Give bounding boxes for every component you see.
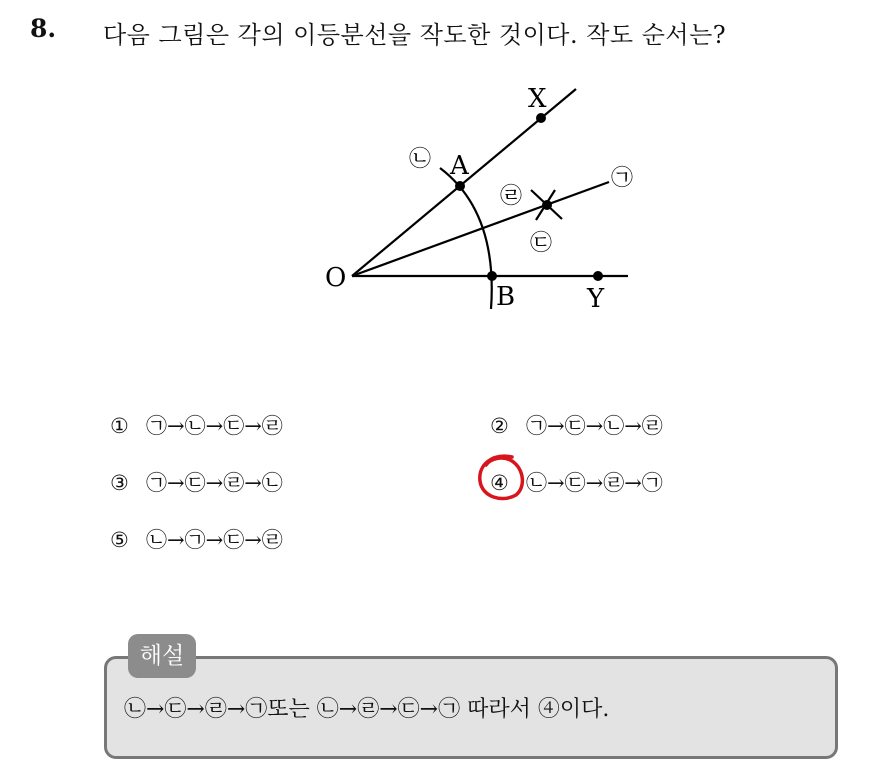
label-y: Y: [587, 284, 605, 314]
point-b: [487, 271, 497, 281]
arc-ab: [440, 168, 492, 309]
point-a: [455, 181, 465, 191]
choice-sequence: ㉠→㉢→㉡→㉣: [526, 414, 663, 438]
choice-number: ③: [110, 471, 129, 495]
label-step-3: ㉢: [530, 231, 553, 256]
label-a: A: [450, 151, 469, 181]
choice-number: ⑤: [110, 528, 129, 552]
point-y: [593, 271, 603, 281]
label-step-1: ㉠: [611, 166, 634, 191]
choice-number: ①: [110, 414, 129, 438]
choice-3[interactable]: [110, 467, 283, 497]
point-intersection: [542, 200, 552, 210]
choice-number: ④: [490, 471, 509, 495]
label-step-4: ㉣: [500, 184, 523, 209]
explanation-title: 해설: [128, 634, 196, 678]
point-x: [536, 113, 546, 123]
explanation-text: ㉡→㉢→㉣→㉠또는 ㉡→㉣→㉢→㉠ 따라서 ④이다.: [124, 697, 610, 722]
question-number: 8.: [30, 14, 57, 43]
label-b: B: [496, 282, 516, 312]
label-x: X: [528, 84, 547, 114]
answer-circle-mark: [472, 451, 532, 507]
choice-sequence: ㉡→㉢→㉣→㉠: [526, 471, 663, 495]
label-o: O: [325, 263, 347, 293]
bisector-line: [352, 182, 609, 276]
choice-2[interactable]: [490, 410, 663, 440]
choice-1[interactable]: [110, 410, 283, 440]
choice-sequence: ㉠→㉡→㉢→㉣: [146, 414, 283, 438]
choice-5[interactable]: [110, 524, 283, 554]
label-step-2: ㉡: [409, 147, 432, 172]
choice-number: ②: [490, 414, 509, 438]
choice-sequence: ㉠→㉢→㉣→㉡: [146, 471, 283, 495]
question-text: 다음 그림은 각의 이등분선을 작도한 것이다. 작도 순서는?: [103, 21, 727, 49]
choice-sequence: ㉡→㉠→㉢→㉣: [146, 528, 283, 552]
